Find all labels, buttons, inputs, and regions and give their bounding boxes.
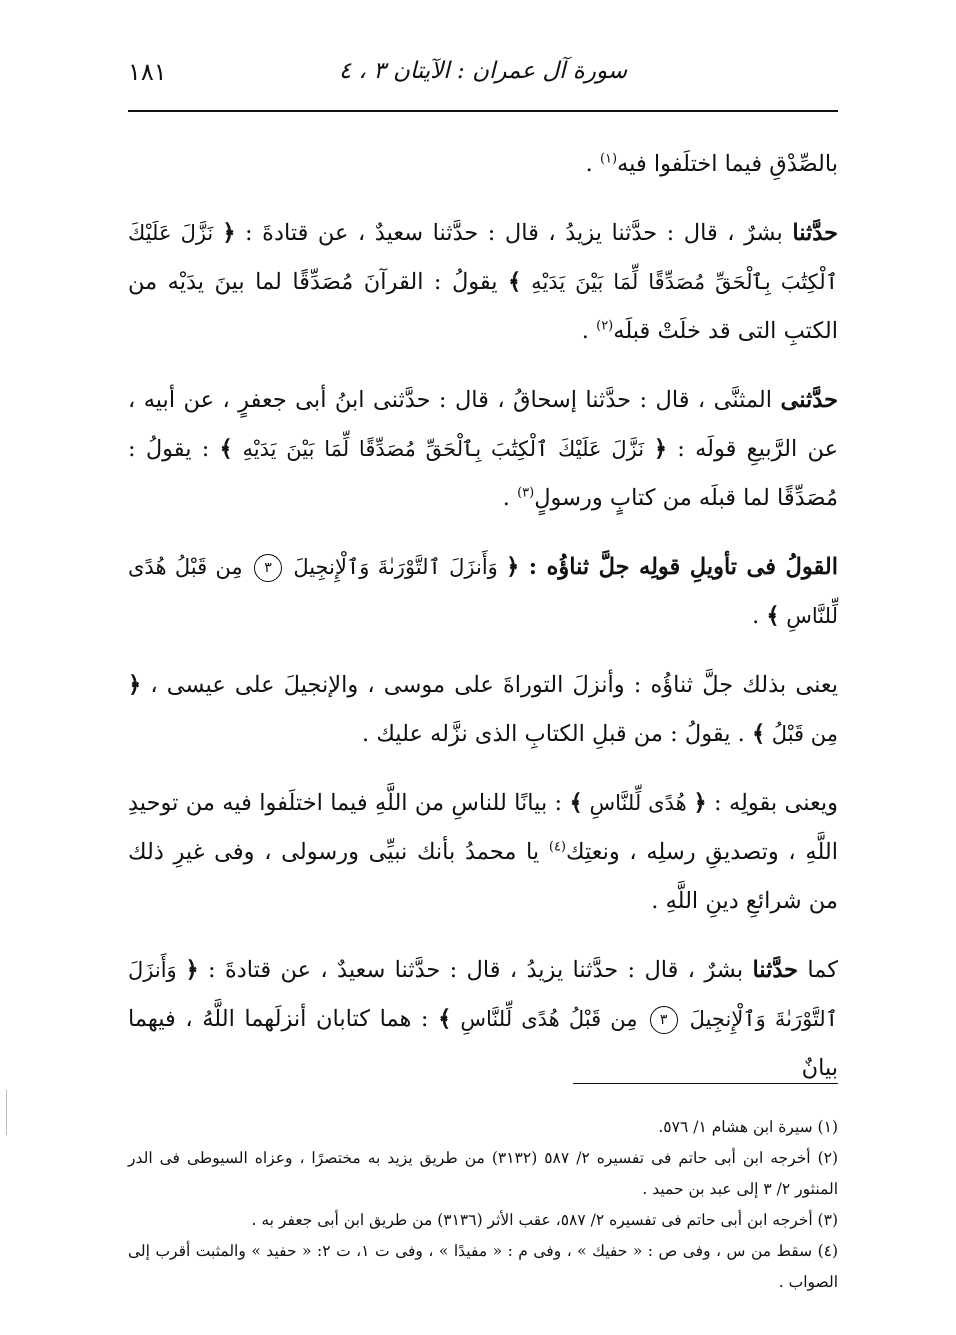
isnad-lead: حدَّثنا <box>752 957 799 983</box>
quran-quote: هُدًى لِّلنَّاسِ <box>582 791 694 815</box>
paragraph-text: يقولُ : القرآنَ مُصَدِّقًا لما بينَ يدَيْه من الكتبِ التى قد خلَتْ قبلَه <box>128 269 838 344</box>
footnote-ref-4: (٤) <box>548 839 566 855</box>
paragraph-4-heading <box>128 543 838 641</box>
quran-close-bracket: ﴾ <box>751 721 766 747</box>
page-header <box>128 58 838 98</box>
quran-close-bracket: ﴾ <box>766 603 780 629</box>
quran-close-bracket: ﴾ <box>569 790 583 816</box>
quran-quote: مِن قَبْلُ هُدًى لِّلنَّاسِ <box>128 555 838 628</box>
paragraph-end: . <box>752 603 767 629</box>
paragraph-text: : هما كتابان أنزلَهما اللَّهُ ، فيهما بيانٌ <box>128 1006 838 1081</box>
body-text <box>128 140 838 1113</box>
paragraph-5 <box>128 661 838 759</box>
footnote-separator <box>573 1083 838 1084</box>
paragraph-text: : بيانًا للناسِ من اللَّهِ فيما اختلَفوا فيه من توحيدِ اللَّهِ ، وتصديقِ رسلِه ، ونعتِك <box>128 790 838 865</box>
isnad-lead: حدَّثنى <box>780 387 838 413</box>
isnad-lead: حدَّثنا <box>792 220 838 246</box>
paragraph-text: يا محمدُ بأنك نبيِّى ورسولى ، وفى غيرِ ذلك من شرائعِ دينِ اللَّهِ . <box>128 839 838 914</box>
paragraph-2 <box>128 209 838 356</box>
paragraph-6 <box>128 779 838 926</box>
paragraph-end: . <box>585 151 600 177</box>
paragraph-text: بشرٌ ، قال : حدَّثنا يزيدُ ، قال : حدَّثنا سعيدٌ ، عن قتادةَ : <box>198 957 753 983</box>
paragraph-text: يعنى بذلك جلَّ ثناؤُه : وأنزلَ التوراةَ على موسى ، والإنجيلَ على عيسى ، <box>141 672 838 698</box>
paragraph-text: بشرٌ ، قال : حدَّثنا يزيدُ ، قال : حدَّثنا سعيدٌ ، عن قتادةَ : <box>235 220 793 246</box>
quran-open-bracket: ﴿ <box>222 220 236 246</box>
footnote-1: (١) سيرة ابن هشام ١/ ٥٧٦. <box>658 1118 838 1136</box>
quran-quote: مِن قَبْلُ هُدًى لِّلنَّاسِ <box>451 1007 647 1031</box>
quran-quote: نَزَّلَ عَلَيْكَ ٱلْكِتَٰبَ بِٱلْحَقِّ مُصَدِّقًا لِّمَا بَيْنَ يَدَيْهِ <box>232 437 654 461</box>
quran-quote: وَأَنزَلَ ٱلتَّوْرَىٰةَ وَٱلْإِنجِيلَ <box>128 958 838 1031</box>
footnote-ref-2: (٢) <box>596 318 614 334</box>
quran-quote: نَزَّلَ عَلَيْكَ ٱلْكِتَٰبَ بِٱلْحَقِّ مُصَدِّقًا لِّمَا بَيْنَ يَدَيْهِ <box>128 221 838 294</box>
paragraph-3 <box>128 376 838 523</box>
quran-close-bracket: ﴾ <box>219 436 233 462</box>
quran-close-bracket: ﴾ <box>438 1006 452 1032</box>
quran-quote: وَأَنزَلَ ٱلتَّوْرَىٰةَ وَٱلْإِنجِيلَ <box>285 555 507 579</box>
footnote-4: (٤) سقط من س ، وفى ص : « حفيك » ، وفى م : « مفيدًا » ، وفى ت ١، ت ٢: « حفيد » والمثبت أقرب إلى الصواب . <box>128 1242 839 1291</box>
paragraph-text: كما <box>798 957 838 983</box>
quran-close-bracket: ﴾ <box>508 269 522 295</box>
running-title: سورة آل عمران : الآيتان ٣ ، ٤ <box>338 58 628 84</box>
page-number: ١٨١ <box>128 58 167 86</box>
section-heading: القولُ فى تأويلِ قولِه جلَّ ثناؤُه : <box>519 554 838 580</box>
quran-open-bracket: ﴿ <box>653 436 667 462</box>
paragraph-text: بالصِّدْقِ فيما اختلَفوا فيه <box>617 151 838 177</box>
header-rule <box>128 110 838 112</box>
paragraph-text: ويعنى بقولِه : <box>706 790 838 816</box>
footnotes <box>128 1112 838 1298</box>
paragraph-end: . <box>502 485 518 511</box>
quran-open-bracket: ﴿ <box>185 957 199 983</box>
quran-open-bracket: ﴿ <box>693 790 707 816</box>
paragraph-end: . <box>581 318 597 344</box>
ayah-number-marker: ٣ <box>650 1006 678 1034</box>
paragraph-text: . يقولُ : من قبلِ الكتابِ الذى نزَّله عليك . <box>362 721 752 747</box>
paragraph-text: المثنَّى ، قال : حدَّثنا إسحاقُ ، قال : حدَّثنى ابنُ أبى جعفرٍ ، عن أبيه ، عن الرَّبيعِ قولَه : <box>128 387 838 462</box>
quran-open-bracket: ﴿ <box>128 672 142 698</box>
footnote-ref-3: (٣) <box>517 485 535 501</box>
footnote-3: (٣) أخرجه ابن أبى حاتم فى تفسيره ٢/ ٥٨٧، عقب الأثر (٣١٣٦) من طريق ابن أبى جعفر به . <box>251 1211 838 1229</box>
footnote-ref-1: (١) <box>599 151 618 167</box>
paragraph-7 <box>128 946 838 1093</box>
ayah-number-marker: ٣ <box>254 554 282 582</box>
paragraph-text: : يقولُ : مُصَدِّقًا لما قبلَه من كتابٍ ورسولٍ <box>128 436 838 511</box>
scan-edge-mark <box>6 1090 7 1135</box>
quran-quote: مِن قَبْلُ <box>765 722 838 746</box>
footnote-2: (٢) أخرجه ابن أبى حاتم فى تفسيره ٢/ ٥٨٧ (٣١٣٢) من طريق يزيد به مختصرًا ، وعزاه السيوطى فى الدر المنثور ٢/ ٣ إلى عبد بن حميد . <box>128 1149 839 1198</box>
paragraph-1 <box>128 140 838 189</box>
quran-open-bracket: ﴿ <box>506 554 520 580</box>
